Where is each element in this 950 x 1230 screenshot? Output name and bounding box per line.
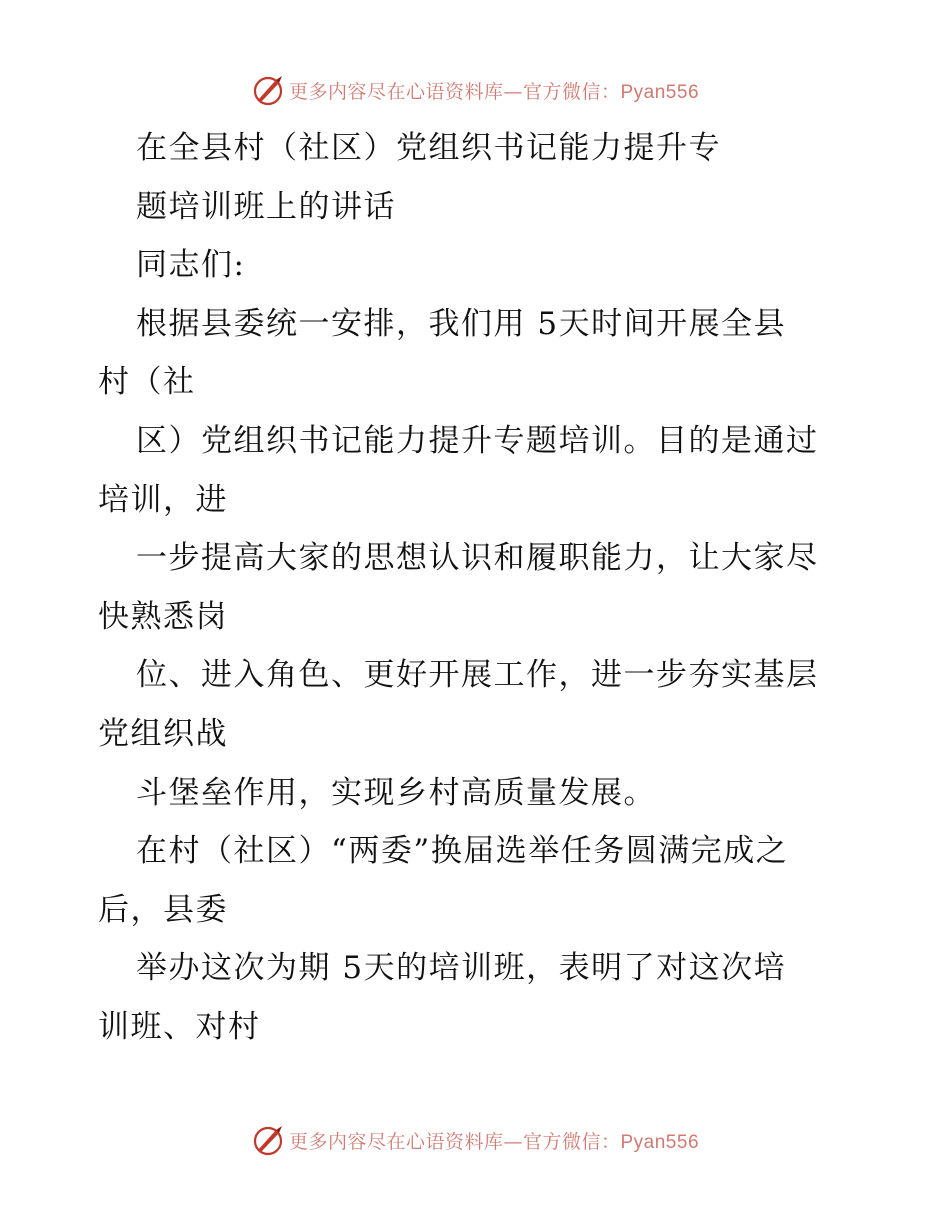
- text-line: 快熟悉岗: [98, 598, 228, 635]
- text-line: 在全县村（社区）党组织书记能力提升专: [136, 130, 721, 166]
- text-line: 举办这次为期 5天的培训班，表明了对这次培: [136, 950, 787, 987]
- text-line: 位、进入角色、更好开展工作，进一步夯实基层: [136, 657, 819, 694]
- text-line: 同志们:: [136, 247, 246, 284]
- text-line: 在村（社区）“两委”换届选举任务圆满完成之: [136, 833, 789, 870]
- header-banner: [0, 70, 950, 110]
- banner-text: 更多内容尽在心语资料库—官方微信：Pyan556: [288, 1130, 700, 1153]
- text-line: 培训，进: [98, 481, 228, 518]
- text-line: 斗堡垒作用，实现乡村高质量发展。: [136, 774, 656, 811]
- text-line: 一步提高大家的思想认识和履职能力，让大家尽: [136, 540, 819, 577]
- banner-text: 更多内容尽在心语资料库—官方微信：Pyan556: [288, 80, 700, 103]
- text-line: 题培训班上的讲话: [136, 188, 396, 225]
- text-line: 后，县委: [98, 891, 228, 928]
- text-line: 根据县委统一安排，我们用 5天时间开展全县: [136, 305, 787, 342]
- text-line: 区）党组织书记能力提升专题培训。目的是通过: [136, 422, 819, 459]
- wechat-id: Pyan556: [620, 1131, 700, 1153]
- wechat-id: Pyan556: [620, 81, 700, 103]
- quill-pen-circle-icon: [251, 73, 285, 107]
- footer-banner: [0, 1120, 950, 1160]
- text-line: 训班、对村: [98, 1008, 261, 1045]
- document-body: [98, 119, 858, 1057]
- text-line: 党组织战: [98, 715, 228, 752]
- text-line: 村（社: [98, 364, 196, 401]
- quill-pen-circle-icon: [251, 1123, 285, 1157]
